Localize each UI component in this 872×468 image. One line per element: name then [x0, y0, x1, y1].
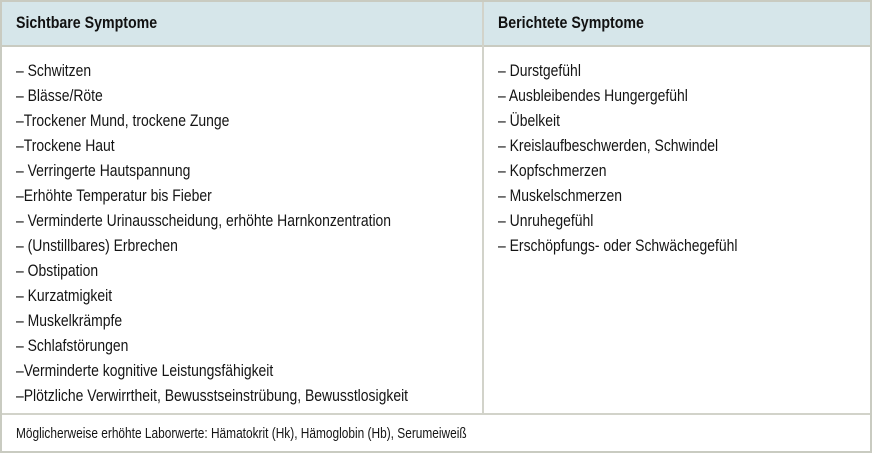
- list-item: – (Unstillbares) Erbrechen: [16, 236, 178, 255]
- header-visible-symptoms: Sichtbare Symptome: [16, 14, 158, 32]
- list-item: – Durstgefühl: [498, 61, 581, 80]
- list-item: – Ausbleibendes Hungergefühl: [498, 86, 688, 105]
- list-item: – Kreislaufbeschwerden, Schwindel: [498, 136, 719, 155]
- list-item: – Kurzatmigkeit: [16, 286, 113, 305]
- list-item: – Obstipation: [16, 261, 99, 280]
- list-item: – Verminderte Urinausscheidung, erhöhte Harnkonzentration: [16, 211, 392, 230]
- header-reported-symptoms: Berichtete Symptome: [498, 14, 644, 32]
- list-item: – Übelkeit: [498, 111, 560, 130]
- list-item: –Erhöhte Temperatur bis Fieber: [16, 186, 212, 205]
- list-item: –Verminderte kognitive Leistungsfähigkeit: [16, 361, 274, 380]
- table-footer-row: [2, 413, 870, 453]
- list-item: – Blässe/Röte: [16, 86, 103, 105]
- list-item: –Trockener Mund, trockene Zunge: [16, 111, 230, 130]
- list-item: – Schlafstörungen: [16, 336, 129, 355]
- lab-values-note: Möglicherweise erhöhte Laborwerte: Hämatokrit (Hk), Hämoglobin (Hb), Serumeiweiß: [16, 426, 467, 442]
- visible-symptoms-list: [16, 58, 494, 408]
- list-item: – Erschöpfungs- oder Schwächegefühl: [498, 236, 738, 255]
- list-item: –Trockene Haut: [16, 136, 115, 155]
- list-item: – Muskelkrämpfe: [16, 311, 123, 330]
- reported-symptoms-list: [498, 58, 790, 258]
- list-item: – Kopfschmerzen: [498, 161, 607, 180]
- table-header-row: [2, 2, 870, 47]
- list-item: – Muskelschmerzen: [498, 186, 622, 205]
- list-item: – Verringerte Hautspannung: [16, 161, 191, 180]
- list-item: – Schwitzen: [16, 61, 92, 80]
- list-item: – Unruhegefühl: [498, 211, 594, 230]
- list-item: –Plötzliche Verwirrtheit, Bewusstseinstrübung, Bewusstlosigkeit: [16, 386, 409, 405]
